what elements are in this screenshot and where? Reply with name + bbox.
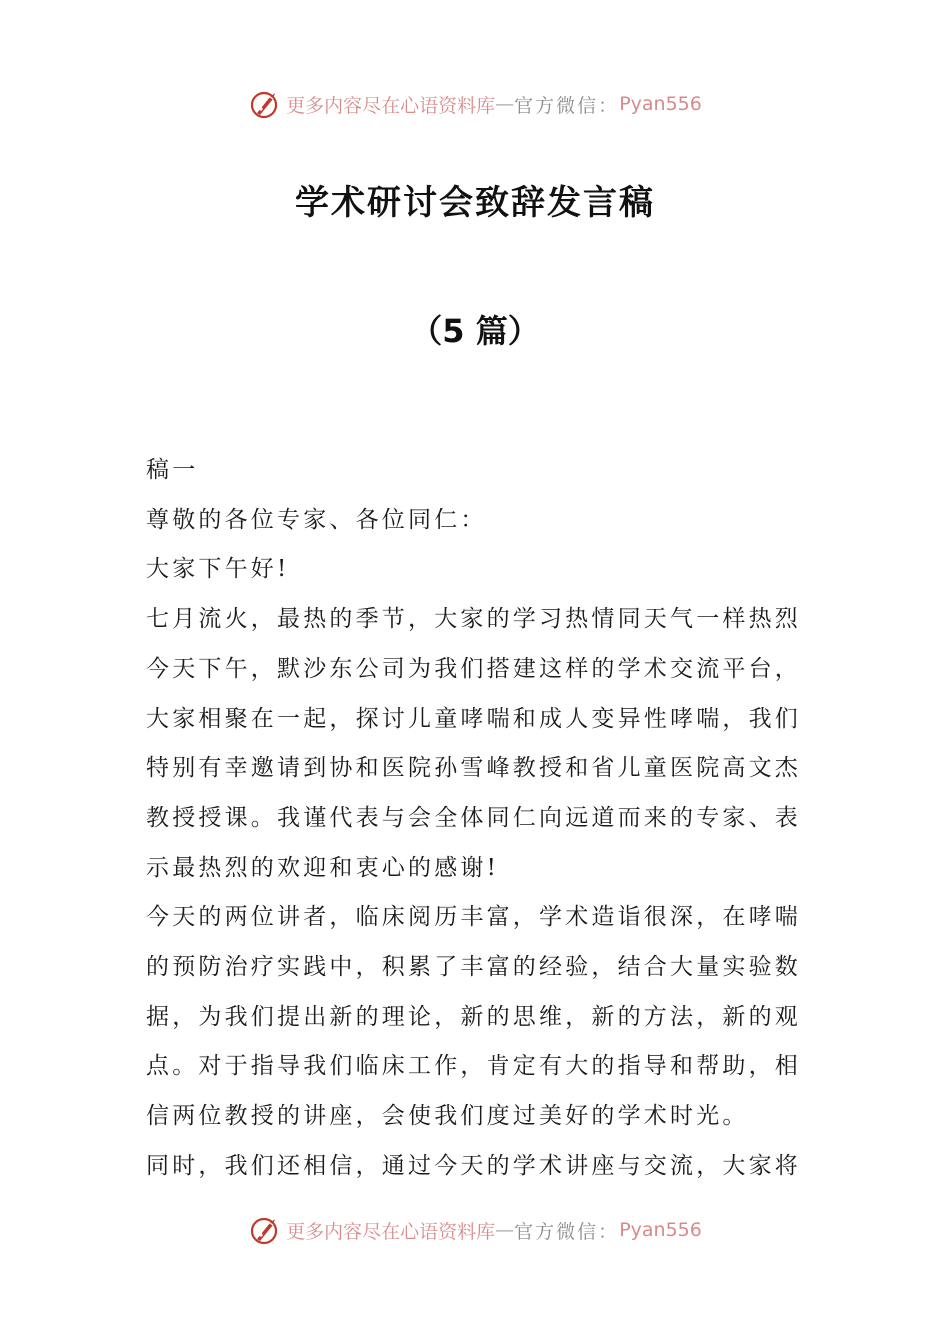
- pen-nib-logo-icon: [248, 1213, 282, 1247]
- body-line: 特别有幸邀请到协和医院孙雪峰教授和省儿童医院高文杰: [146, 755, 801, 782]
- body-line: 的预防治疗实践中，积累了丰富的经验，结合大量实验数: [146, 954, 801, 981]
- pen-nib-logo-icon: [248, 87, 282, 121]
- body-line: 今天下午，默沙东公司为我们搭建这样的学术交流平台，: [146, 655, 801, 682]
- body-line: 点。对于指导我们临床工作，肯定有大的指导和帮助，相: [146, 1053, 801, 1080]
- document-title: 学术研讨会致辞发言稿: [295, 183, 655, 223]
- body-line: 今天的两位讲者，临床阅历丰富，学术造诣很深，在哮喘: [146, 904, 801, 931]
- header-banner: [0, 84, 950, 124]
- banner-wechat-label: 官方微信：: [514, 1220, 620, 1243]
- salutation: 尊敬的各位专家、各位同仁：: [146, 506, 487, 533]
- banner-separator: —: [495, 93, 515, 115]
- banner-wechat-label: 官方微信：: [514, 94, 620, 117]
- body-line: 教授授课。我谨代表与会全体同仁向远道而来的专家、表: [146, 804, 801, 831]
- body-line: 大家相聚在一起，探讨儿童哮喘和成人变异性哮喘，我们: [146, 705, 801, 732]
- banner-separator: —: [495, 1219, 515, 1241]
- body-line: 同时，我们还相信，通过今天的学术讲座与交流，大家将: [146, 1152, 801, 1179]
- body-line: 示最热烈的欢迎和衷心的感谢!: [146, 854, 500, 881]
- banner-brand-text: 更多内容尽在心语资料库: [286, 1220, 496, 1243]
- document-subtitle: （5 篇）: [410, 312, 540, 350]
- body-line: 据，为我们提出新的理论，新的思维，新的方法，新的观: [146, 1003, 801, 1030]
- section-label: 稿一: [146, 457, 199, 483]
- body-line: 信两位教授的讲座，会使我们度过美好的学术时光。: [146, 1103, 749, 1130]
- footer-banner: [0, 1210, 950, 1250]
- greeting: 大家下午好!: [146, 556, 290, 583]
- banner-wechat-id: Pyan556: [619, 93, 702, 115]
- banner-brand-text: 更多内容尽在心语资料库: [286, 94, 496, 117]
- body-line: 七月流火，最热的季节，大家的学习热情同天气一样热烈: [146, 606, 801, 633]
- banner-wechat-id: Pyan556: [619, 1219, 702, 1241]
- document-body: [146, 446, 806, 1192]
